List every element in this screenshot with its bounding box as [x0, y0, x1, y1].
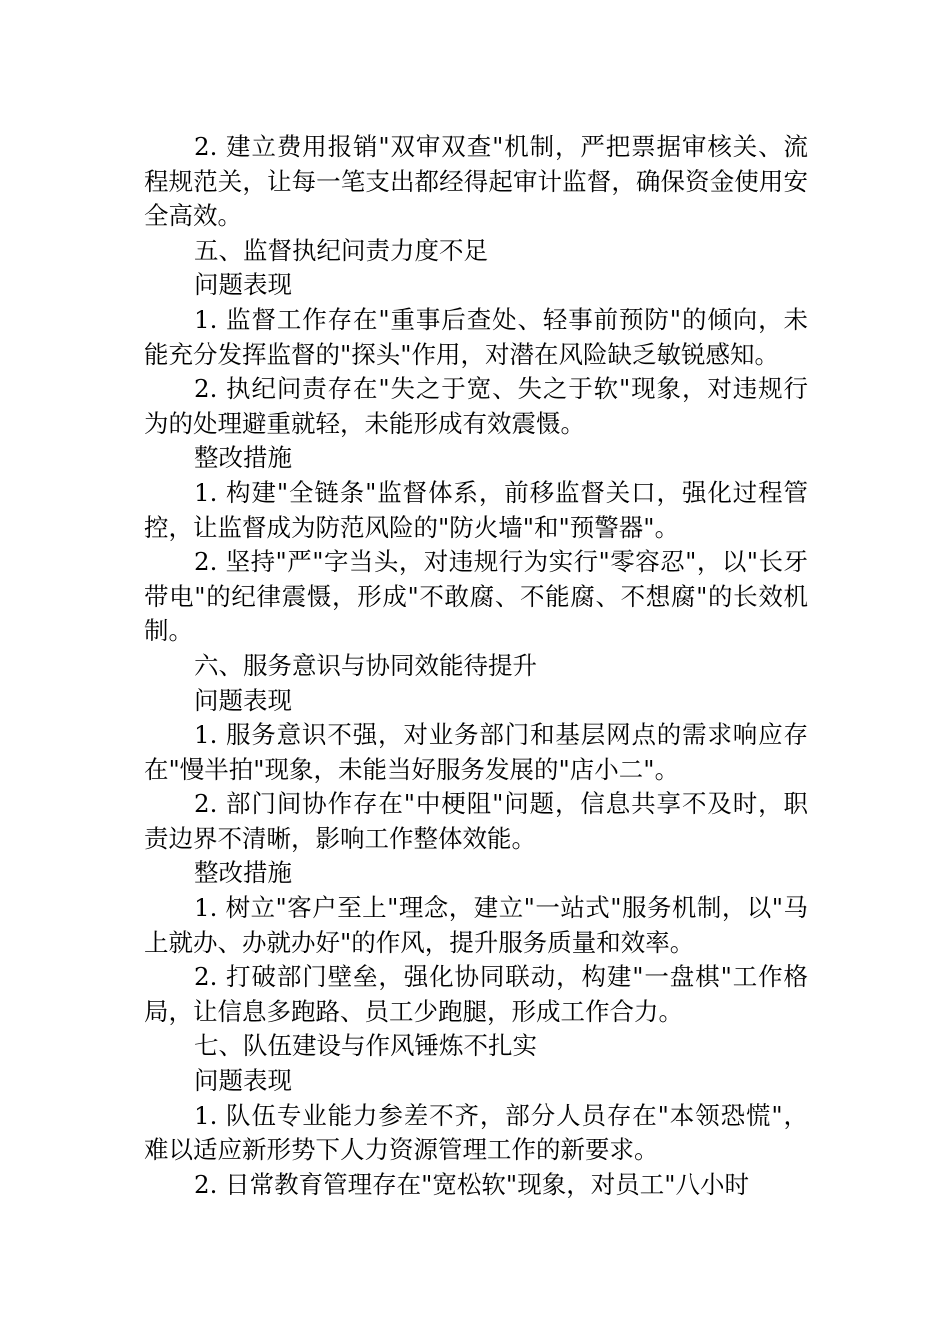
section-heading-team: 七、队伍建设与作风锤炼不扎实	[194, 1031, 537, 1061]
subheading-problems: 问题表现	[194, 270, 292, 300]
paragraph-service-measure-1: 1. 树立"客户至上"理念，建立"一站式"服务机制，以"马上就办、办就办好"的作风，提升服务质量和效率。	[144, 893, 808, 957]
subheading-measures: 整改措施	[194, 443, 292, 473]
paragraph-service-problem-2: 2. 部门间协作存在"中梗阻"问题，信息共享不及时，职责边界不清晰，影响工作整体效能。	[144, 789, 808, 853]
paragraph-service-measure-2: 2. 打破部门壁垒，强化协同联动，构建"一盘棋"工作格局，让信息多跑路、员工少跑腿，形成工作合力。	[144, 962, 808, 1026]
paragraph-supervision-measure-2: 2. 坚持"严"字当头，对违规行为实行"零容忍"，以"长牙带电"的纪律震慑，形成"不敢腐、不能腐、不想腐"的长效机制。	[144, 547, 808, 646]
paragraph-supervision-measure-1: 1. 构建"全链条"监督体系，前移监督关口，强化过程管控，让监督成为防范风险的"防火墙"和"预警器"。	[144, 477, 808, 542]
subheading-problems: 问题表现	[194, 1066, 292, 1096]
paragraph-supervision-problem-2: 2. 执纪问责存在"失之于宽、失之于软"现象，对违规行为的处理避重就轻，未能形成有效震慑。	[144, 374, 808, 438]
paragraph-team-problem-1: 1. 队伍专业能力参差不齐，部分人员存在"本领恐慌"，难以适应新形势下人力资源管理工作的新要求。	[144, 1100, 808, 1165]
paragraph-team-problem-2: 2. 日常教育管理存在"宽松软"现象，对员工"八小时	[194, 1169, 749, 1199]
subheading-measures: 整改措施	[194, 858, 292, 888]
subheading-problems: 问题表现	[194, 685, 292, 715]
paragraph-supervision-problem-1: 1. 监督工作存在"重事后查处、轻事前预防"的倾向，未能充分发挥监督的"探头"作用，对潜在风险缺乏敏锐感知。	[144, 304, 808, 369]
section-heading-supervision: 五、监督执纪问责力度不足	[194, 235, 488, 265]
document-body	[144, 130, 808, 1202]
paragraph-service-problem-1: 1. 服务意识不强，对业务部门和基层网点的需求响应存在"慢半拍"现象，未能当好服务发展的"店小二"。	[144, 720, 808, 784]
paragraph-expense-review: 2. 建立费用报销"双审双查"机制，严把票据审核关、流程规范关，让每一笔支出都经得起审计监督，确保资金使用安全高效。	[144, 132, 808, 231]
section-heading-service: 六、服务意识与协同效能待提升	[194, 650, 537, 680]
